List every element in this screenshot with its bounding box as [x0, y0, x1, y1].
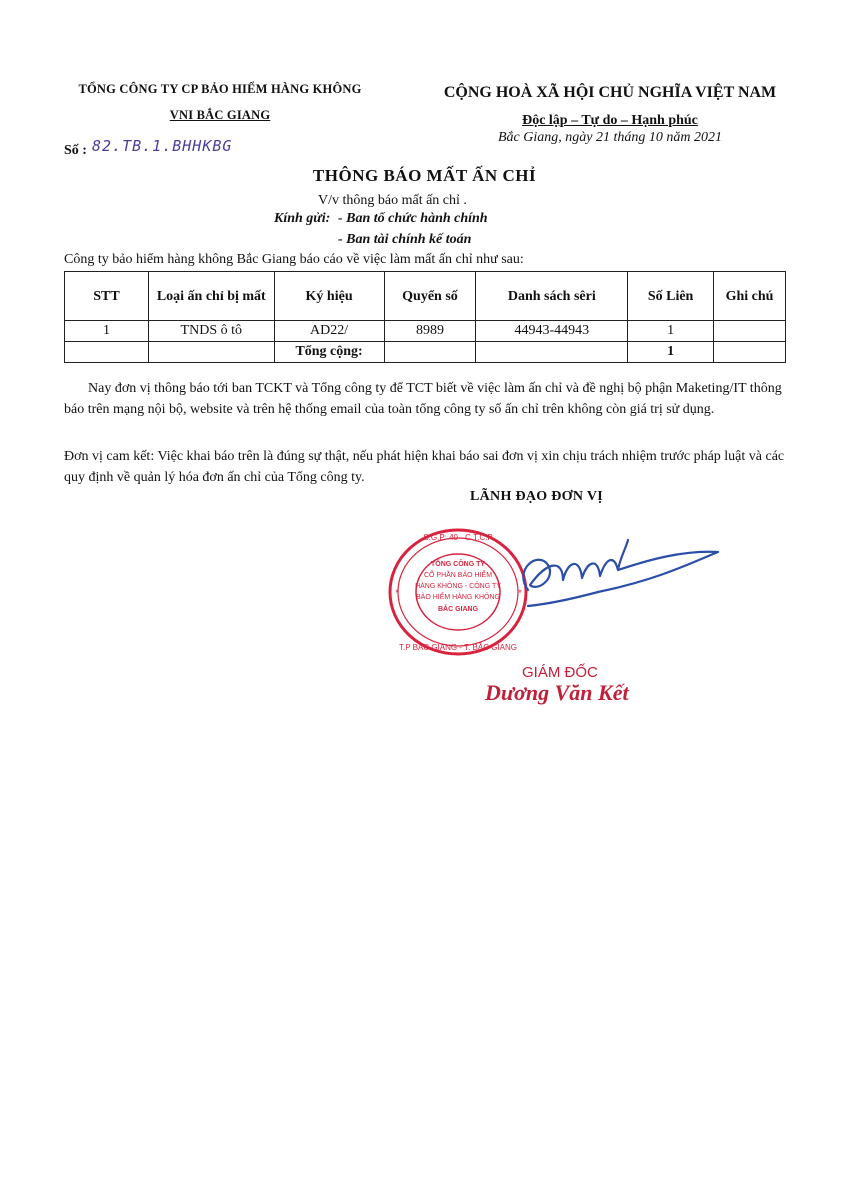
document-title: THÔNG BÁO MẤT ẤN CHỈ: [312, 166, 537, 185]
cell-note: [714, 321, 786, 342]
branch-name: VNI BẮC GIANG: [169, 108, 271, 122]
intro-text: Công ty bảo hiểm hàng không Bắc Giang báo cáo về việc làm mất ấn chỉ như sau:: [64, 252, 524, 267]
national-motto: Độc lập – Tự do – Hạnh phúc: [522, 113, 698, 128]
signature-heading: LÃNH ĐẠO ĐƠN VỊ: [470, 489, 603, 504]
cell-form-type: TNDS ô tô: [148, 321, 274, 342]
place-date: Bắc Giang, ngày 21 tháng 10 năm 2021: [498, 130, 722, 145]
table-total-row: [65, 342, 786, 363]
recipients-label: Kính gửi:: [274, 211, 331, 226]
recipient-2: - Ban tài chính kế toán: [338, 232, 472, 247]
col-note: Ghi chú: [714, 272, 786, 321]
svg-text:TỔNG CÔNG TY: TỔNG CÔNG TY: [430, 561, 486, 568]
svg-text:BẢO HIỂM HÀNG KHÔNG: BẢO HIỂM HÀNG KHÔNG: [415, 594, 501, 601]
svg-text:T.P BẮC GIANG - T. BẮC GIANG: T.P BẮC GIANG - T. BẮC GIANG: [399, 643, 517, 652]
svg-text:S.G.P: 40 - C.T.C.P: S.G.P: 40 - C.T.C.P: [423, 533, 493, 542]
lost-forms-table: [64, 271, 786, 363]
commitment-paragraph: Đơn vị cam kết: Việc khai báo trên là đúng sự thật, nếu phát hiện khai báo sai đơn vị xin chịu trách nhiệm trước pháp luật và các quy định về quản lý hóa đơn ấn chỉ của Tổng công ty.: [64, 449, 785, 485]
total-copies: 1: [628, 342, 714, 363]
cell-stt: 1: [65, 321, 149, 342]
svg-text:*: *: [395, 588, 399, 598]
col-symbol: Ký hiệu: [274, 272, 384, 321]
svg-text:HÀNG KHÔNG - CÔNG TY: HÀNG KHÔNG - CÔNG TY: [415, 583, 501, 590]
cell-copies: 1: [628, 321, 714, 342]
director-name: Dương Văn Kết: [485, 680, 629, 705]
director-title: GIÁM ĐỐC: [522, 664, 598, 681]
notice-paragraph: Nay đơn vị thông báo tới ban TCKT và Tổng công ty để TCT biết về việc làm ấn chỉ và đề nghị bộ phận Maketing/IT thông báo trên mạng nội bộ, website và trên hệ thống email của toàn tổng công ty số ấn chỉ trên không còn giá trị sử dụng.: [64, 381, 782, 417]
table-row: [65, 321, 786, 342]
republic-name: CỘNG HOÀ XÃ HỘI CHỦ NGHĨA VIỆT NAM: [443, 84, 777, 101]
total-label: Tổng cộng:: [274, 342, 384, 363]
col-serials: Danh sách sêri: [476, 272, 628, 321]
director-signature: [508, 530, 728, 620]
cell-serials: 44943-44943: [476, 321, 628, 342]
recipient-1: - Ban tổ chức hành chính: [338, 211, 488, 226]
doc-number-label: Số :: [64, 143, 87, 158]
col-form-type: Loại ấn chỉ bị mất: [148, 272, 274, 321]
table-header-row: [65, 272, 786, 321]
col-copies: Số Liên: [628, 272, 714, 321]
col-book-no: Quyển số: [384, 272, 476, 321]
doc-number-value: 82.TB.1.BHHKBG: [92, 137, 233, 155]
col-stt: STT: [65, 272, 149, 321]
svg-text:BẮC GIANG: BẮC GIANG: [437, 606, 479, 613]
svg-text:CỔ PHẦN BẢO HIỂM: CỔ PHẦN BẢO HIỂM: [423, 572, 493, 579]
svg-text:*: *: [518, 588, 522, 598]
company-name: TỔNG CÔNG TY CP BẢO HIỂM HÀNG KHÔNG: [78, 82, 362, 96]
cell-book-no: 8989: [384, 321, 476, 342]
subject-line: V/v thông báo mất ấn chỉ .: [318, 193, 467, 208]
cell-symbol: AD22/: [274, 321, 384, 342]
